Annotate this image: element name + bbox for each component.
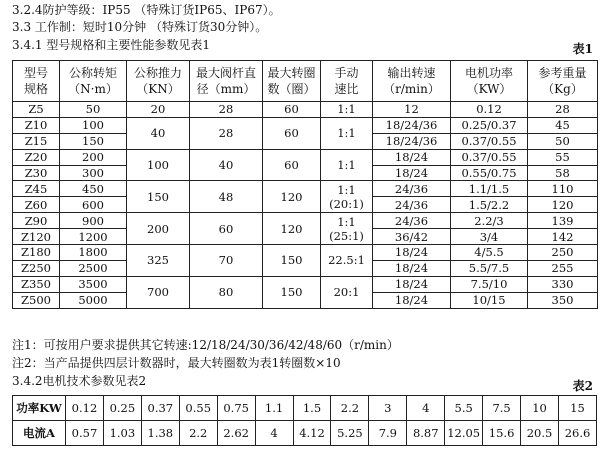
table-cell: 60 — [263, 102, 321, 118]
table-row — [13, 102, 598, 118]
table-cell: 60 — [263, 117, 321, 149]
header-speed: 输出转速 （r/min） — [373, 61, 451, 102]
table-cell: 0.55 — [179, 396, 217, 421]
table-cell: 2.2/3 — [451, 213, 528, 229]
table-cell: 0.57 — [66, 421, 104, 446]
table-cell: 5.5 — [445, 396, 483, 421]
table-cell: 1.03 — [103, 421, 141, 446]
table-cell: 0.55/0.75 — [451, 165, 528, 181]
table-cell: 18/24 — [373, 165, 451, 181]
table-cell: 255 — [528, 260, 598, 276]
table-cell: 55 — [528, 149, 598, 165]
table-cell: Z180 — [13, 245, 60, 261]
header-thrust: 公称推力 （KN） — [127, 61, 190, 102]
table-cell: 15 — [558, 396, 596, 421]
header-torque: 公称转矩 （N·m） — [60, 61, 127, 102]
table-cell: 4.12 — [293, 421, 331, 446]
table-cell: 0.25/0.37 — [451, 117, 528, 133]
table-cell: 18/24 — [373, 149, 451, 165]
table-cell: 0.37 — [141, 396, 179, 421]
table-cell: 50 — [60, 102, 127, 118]
spec-line-table2-intro: 3.4.2电机技术参数见表2 — [12, 374, 147, 388]
table-row-power — [13, 396, 597, 421]
table-cell: 4/5.5 — [451, 245, 528, 261]
table-cell: 200 — [127, 213, 190, 245]
header-model: 型号 规格 — [13, 61, 60, 102]
header-turns: 最大转圈 数（圈） — [263, 61, 321, 102]
table-cell: 12.05 — [445, 421, 483, 446]
table-cell: 24/36 — [373, 213, 451, 229]
table-cell: 120 — [263, 213, 321, 245]
table-cell: 600 — [60, 197, 127, 213]
table-cell: 0.12 — [451, 102, 528, 118]
table-cell: 1:1 (20:1) — [321, 181, 373, 213]
table-cell: 700 — [127, 276, 190, 308]
table-cell: Z30 — [13, 165, 60, 181]
table-cell: 2.2 — [179, 421, 217, 446]
table-cell: 24/36 — [373, 181, 451, 197]
table-cell: 900 — [60, 213, 127, 229]
table-cell: 20 — [127, 102, 190, 118]
table-cell: Z250 — [13, 260, 60, 276]
table-cell: 1.38 — [141, 421, 179, 446]
table-cell: 18/24 — [373, 276, 451, 292]
table-cell: 28 — [528, 102, 598, 118]
table-cell: 0.12 — [66, 396, 104, 421]
table-cell: 150 — [60, 133, 127, 149]
table-row — [13, 245, 598, 261]
table-cell: 1.5/2.2 — [451, 197, 528, 213]
table-cell: 5000 — [60, 292, 127, 308]
spec-line-table1-intro: 3.4.1 型号规格和主要性能参数见表1 — [12, 38, 210, 52]
table-cell: Z500 — [13, 292, 60, 308]
table-row — [13, 117, 598, 133]
table-cell: 28 — [190, 117, 263, 149]
spec-line-protection: 3.2.4防护等级：IP55 （特殊订货IP65、IP67）。 — [12, 3, 281, 17]
table-cell: 7.9 — [369, 421, 407, 446]
table-cell: Z120 — [13, 229, 60, 245]
table-cell: 0.75 — [217, 396, 255, 421]
header-stem: 最大阀杆直 径（mm） — [190, 61, 263, 102]
table-cell: 36/42 — [373, 229, 451, 245]
table-cell: 0.37/0.55 — [451, 149, 528, 165]
table-cell: 100 — [127, 149, 190, 181]
spec-table-1 — [12, 60, 598, 309]
table-cell: 1:1 — [321, 149, 373, 181]
table-cell: 1:1 — [321, 117, 373, 149]
table-cell: 2.62 — [217, 421, 255, 446]
table-cell: 200 — [60, 149, 127, 165]
table-row — [13, 276, 598, 292]
table2-label: 表2 — [572, 379, 593, 393]
table-cell: 0.37/0.55 — [451, 133, 528, 149]
table-cell: Z45 — [13, 181, 60, 197]
table-cell: 60 — [190, 213, 263, 245]
table-cell: 150 — [263, 276, 321, 308]
table-cell: Z10 — [13, 117, 60, 133]
table-cell: 24/36 — [373, 197, 451, 213]
table-cell: 1.5 — [293, 396, 331, 421]
table-cell: 4 — [255, 421, 293, 446]
table-cell: 48 — [190, 181, 263, 213]
table-cell: 2500 — [60, 260, 127, 276]
table-cell: 150 — [127, 181, 190, 213]
table-cell: 20.5 — [521, 421, 559, 446]
table-cell: 2.2 — [331, 396, 369, 421]
table-row-current — [13, 421, 597, 446]
table-cell: Z5 — [13, 102, 60, 118]
table-cell: 10/15 — [451, 292, 528, 308]
table-cell: 70 — [190, 245, 263, 277]
table-cell: 40 — [190, 149, 263, 181]
table-cell: 142 — [528, 229, 598, 245]
table-row — [13, 181, 598, 197]
table-cell: 10 — [521, 396, 559, 421]
table-cell: 300 — [60, 165, 127, 181]
table-cell: 5.25 — [331, 421, 369, 446]
table-cell: 3 — [369, 396, 407, 421]
spec-line-duty: 3.3 工作制：短时10分钟 （特殊订货30分钟）。 — [12, 20, 268, 34]
table-cell: Z60 — [13, 197, 60, 213]
table-cell: 80 — [190, 276, 263, 308]
table-cell: 18/24 — [373, 245, 451, 261]
table-cell: 7.5/10 — [451, 276, 528, 292]
table1-label: 表1 — [572, 42, 593, 56]
table-cell: 45 — [528, 117, 598, 133]
table-row — [13, 149, 598, 165]
row-header-power: 功率KW — [13, 396, 66, 421]
table-cell: 1800 — [60, 245, 127, 261]
header-weight: 参考重量 （Kg） — [528, 61, 598, 102]
table-cell: 18/24 — [373, 292, 451, 308]
row-header-current: 电流A — [13, 421, 66, 446]
table-cell: 1.1/1.5 — [451, 181, 528, 197]
table-cell: 50 — [528, 133, 598, 149]
table-cell: 4 — [407, 396, 445, 421]
table-cell: 3/4 — [451, 229, 528, 245]
header-power: 电机功率 （KW） — [451, 61, 528, 102]
table-cell: 150 — [263, 245, 321, 277]
table-cell: 139 — [528, 213, 598, 229]
table-cell: 325 — [127, 245, 190, 277]
motor-spec-table-2 — [12, 395, 597, 446]
table-cell: Z15 — [13, 133, 60, 149]
table-cell: 110 — [528, 181, 598, 197]
table-cell: 100 — [60, 117, 127, 133]
table-cell: 250 — [528, 245, 598, 261]
table-row — [13, 213, 598, 229]
table-cell: 18/24/36 — [373, 133, 451, 149]
table-cell: 15.6 — [483, 421, 521, 446]
table-cell: 3500 — [60, 276, 127, 292]
table-cell: 18/24 — [373, 260, 451, 276]
table-cell: 12 — [373, 102, 451, 118]
table-cell: Z20 — [13, 149, 60, 165]
table-cell: Z350 — [13, 276, 60, 292]
table-cell: 1200 — [60, 229, 127, 245]
table-cell: 120 — [528, 197, 598, 213]
table-cell: Z90 — [13, 213, 60, 229]
table-cell: 5.5/7.5 — [451, 260, 528, 276]
table-cell: 26.6 — [558, 421, 596, 446]
table1-header-row — [13, 61, 598, 102]
table-cell: 1:1 — [321, 102, 373, 118]
table-cell: 8.87 — [407, 421, 445, 446]
table-cell: 0.25 — [103, 396, 141, 421]
table-cell: 58 — [528, 165, 598, 181]
table-cell: 120 — [263, 181, 321, 213]
note-2: 注2：当产品提供四层计数器时，最大转圈数为表1转圈数×10 — [12, 356, 341, 370]
table-cell: 18/24/36 — [373, 117, 451, 133]
table-cell: 7.5 — [483, 396, 521, 421]
table-cell: 1:1 (25:1) — [321, 213, 373, 245]
table-cell: 330 — [528, 276, 598, 292]
table-cell: 22.5:1 — [321, 245, 373, 277]
table-cell: 60 — [263, 149, 321, 181]
table-cell: 1.1 — [255, 396, 293, 421]
table-cell: 350 — [528, 292, 598, 308]
table-cell: 450 — [60, 181, 127, 197]
table-cell: 20:1 — [321, 276, 373, 308]
header-ratio: 手动 速比 — [321, 61, 373, 102]
table-cell: 40 — [127, 117, 190, 149]
note-1: 注1：可按用户要求提供其它转速:12/18/24/30/36/42/48/60（r/min） — [12, 338, 399, 352]
table-cell: 28 — [190, 102, 263, 118]
